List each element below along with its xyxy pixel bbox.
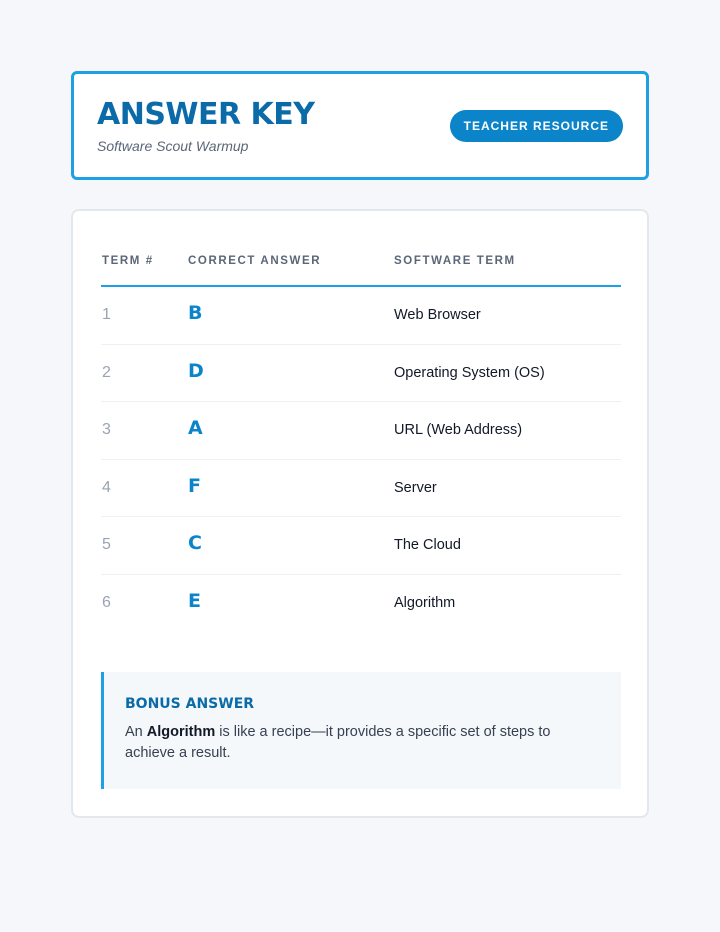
term-number: 1 <box>102 306 111 323</box>
correct-answer: A <box>188 417 203 439</box>
table-body <box>101 287 621 632</box>
bonus-text-suffix: is like a recipe—it provides a specific set of steps to achieve a result. <box>125 724 551 761</box>
term-number: 2 <box>102 363 111 381</box>
teacher-resource-badge: TEACHER RESOURCE <box>450 110 623 142</box>
column-header-correct-answer: CORRECT ANSWER <box>188 255 322 267</box>
answer-table-card <box>71 209 649 818</box>
software-term: URL (Web Address) <box>394 422 523 438</box>
correct-answer: B <box>188 302 203 324</box>
bonus-text <box>125 722 601 764</box>
software-term: The Cloud <box>394 537 461 553</box>
bonus-answer-box <box>101 672 621 789</box>
bonus-text-keyword: Algorithm <box>146 724 216 740</box>
correct-answer: E <box>188 589 201 612</box>
header-card <box>71 71 649 180</box>
table-row <box>101 460 621 518</box>
column-header-term-number: TERM # <box>102 255 154 267</box>
bonus-title: BONUS ANSWER <box>125 696 255 712</box>
column-header-software-term: SOFTWARE TERM <box>394 255 516 267</box>
bonus-text-prefix: An <box>125 724 147 740</box>
software-term: Web Browser <box>394 307 481 323</box>
page-title: ANSWER KEY <box>97 97 315 132</box>
term-number: 6 <box>102 593 111 611</box>
software-term: Server <box>394 479 437 496</box>
software-term: Algorithm <box>394 594 456 611</box>
table-row <box>101 345 621 403</box>
table-row <box>101 517 621 575</box>
table-row <box>101 287 621 345</box>
correct-answer: D <box>188 359 204 382</box>
term-number: 3 <box>102 421 111 438</box>
page-subtitle: Software Scout Warmup <box>97 138 249 154</box>
table-row <box>101 402 621 460</box>
table-header <box>101 211 621 287</box>
term-number: 5 <box>102 536 111 553</box>
correct-answer: C <box>188 532 202 554</box>
table-row <box>101 575 621 633</box>
term-number: 4 <box>102 478 111 496</box>
software-term: Operating System (OS) <box>394 364 545 381</box>
correct-answer: F <box>188 474 201 497</box>
